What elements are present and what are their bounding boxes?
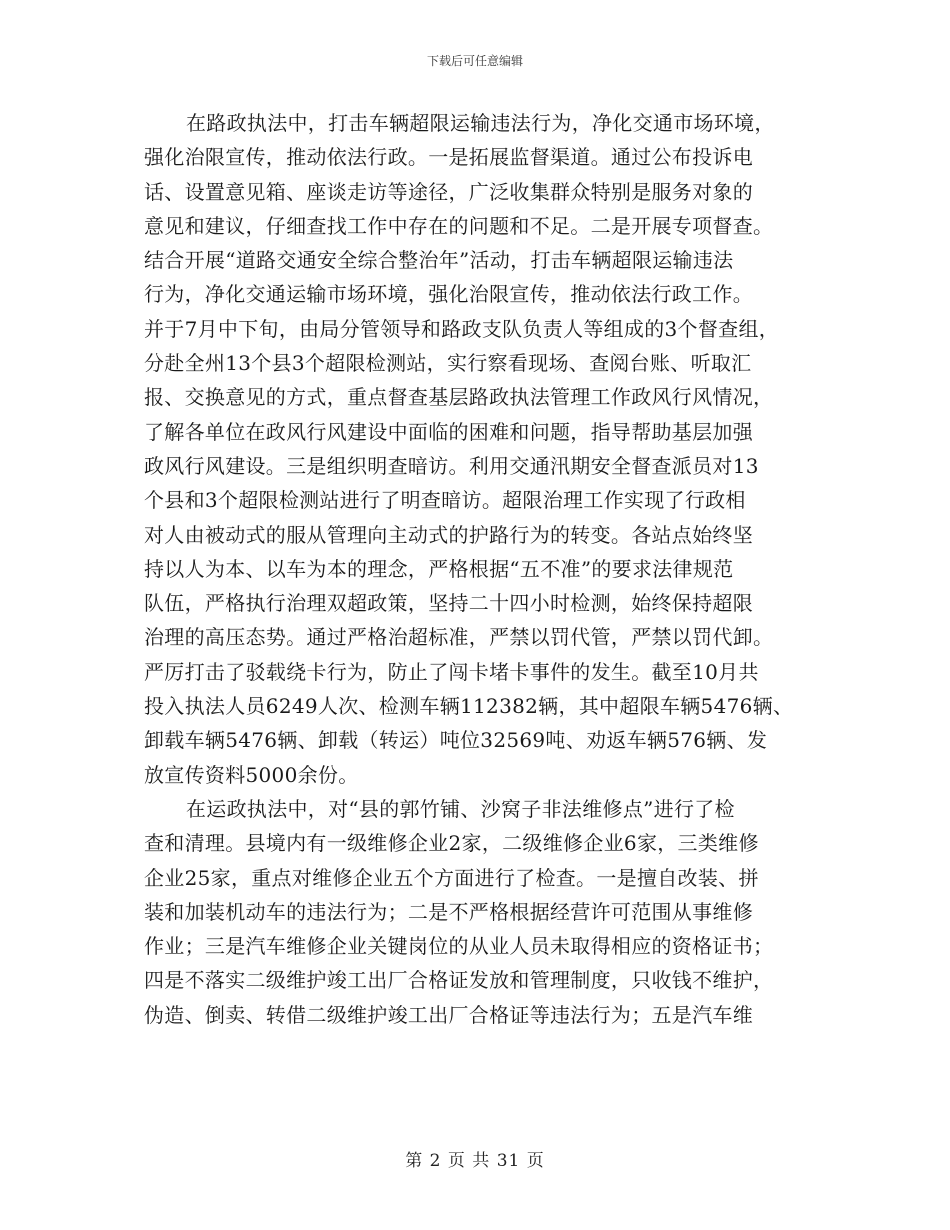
paragraph-line: 伪造、倒卖、转借二级维护竣工出厂合格证等违法行为；五是汽车维: [144, 1002, 753, 1027]
paragraph-line: 装和加装机动车的违法行为；二是不严格根据经营许可范围从事维修: [144, 899, 753, 924]
page-header: 下载后可任意编辑: [426, 54, 523, 68]
paragraph-line: 队伍，严格执行治理双超政策，坚持二十四小时检测，始终保持超限: [144, 591, 753, 616]
paragraph-line: 卸载车辆5476辆、卸载（转运）吨位32569吨、劝返车辆576辆、发: [144, 728, 768, 753]
paragraph-line: 放宣传资料5000余份。: [144, 762, 359, 787]
paragraph-line: 企业25家，重点对维修企业五个方面进行了检查。一是擅自改装、拼: [144, 865, 759, 890]
paragraph-line: 投入执法人员6249人次、检测车辆112382辆，其中超限车辆5476辆、: [144, 694, 794, 719]
page-footer: 第 2 页 共 31 页: [405, 1151, 545, 1171]
paragraph-line: 严厉打击了驳载绕卡行为，防止了闯卡堵卡事件的发生。截至10月共: [144, 659, 759, 684]
paragraph-line: 作业；三是汽车维修企业关键岗位的从业人员未取得相应的资格证书；: [144, 934, 774, 959]
paragraph-line: 报、交换意见的方式，重点督查基层路政执法管理工作政风行风情况，: [144, 385, 774, 410]
paragraph-line: 持以人为本、以车为本的理念，严格根据“五不准”的要求法律规范: [144, 556, 734, 581]
paragraph-line: 对人由被动式的服从管理向主动式的护路行为的转变。各站点始终坚: [144, 522, 753, 547]
paragraph-line: 治理的高压态势。通过严格治超标准，严禁以罚代管，严禁以罚代卸。: [144, 625, 774, 650]
paragraph-line: 分赴全州13个县3个超限检测站，实行察看现场、查阅台账、听取汇: [144, 351, 752, 376]
paragraph-line: 意见和建议，仔细查找工作中存在的问题和不足。二是开展专项督查。: [144, 213, 774, 238]
paragraph-line: 强化治限宣传，推动依法行政。一是拓展监督渠道。通过公布投诉电: [144, 145, 753, 170]
paragraph-line: 行为，净化交通运输市场环境，强化治限宣传，推动依法行政工作。: [144, 282, 753, 307]
paragraph-line: 在路政执法中，打击车辆超限运输违法行为，净化交通市场环境，: [186, 111, 775, 135]
body-text: [144, 106, 824, 1032]
paragraph-line: 个县和3个超限检测站进行了明查暗访。超限治理工作实现了行政相: [144, 488, 746, 513]
paragraph-line: 结合开展“道路交通安全综合整治年”活动，打击车辆超限运输违法: [144, 248, 734, 273]
paragraph-line: 并于7月中下旬，由局分管领导和路政支队负责人等组成的3个督查组，: [144, 316, 780, 341]
paragraph-line: 在运政执法中，对“县的郭竹铺、沙窝子非法维修点”进行了检: [186, 796, 735, 821]
paragraph-line: 查和清理。县境内有一级维修企业2家，二级维修企业6家，三类维修: [144, 831, 759, 856]
paragraph-line: 政风行风建设。三是组织明查暗访。利用交通汛期安全督查派员对13: [144, 453, 759, 478]
paragraph-line: 话、设置意见箱、座谈走访等途径，广泛收集群众特别是服务对象的: [144, 179, 753, 204]
paragraph-line: 了解各单位在政风行风建设中面临的困难和问题，指导帮助基层加强: [144, 419, 753, 444]
paragraph-line: 四是不落实二级维护竣工出厂合格证发放和管理制度，只收钱不维护，: [144, 968, 774, 993]
